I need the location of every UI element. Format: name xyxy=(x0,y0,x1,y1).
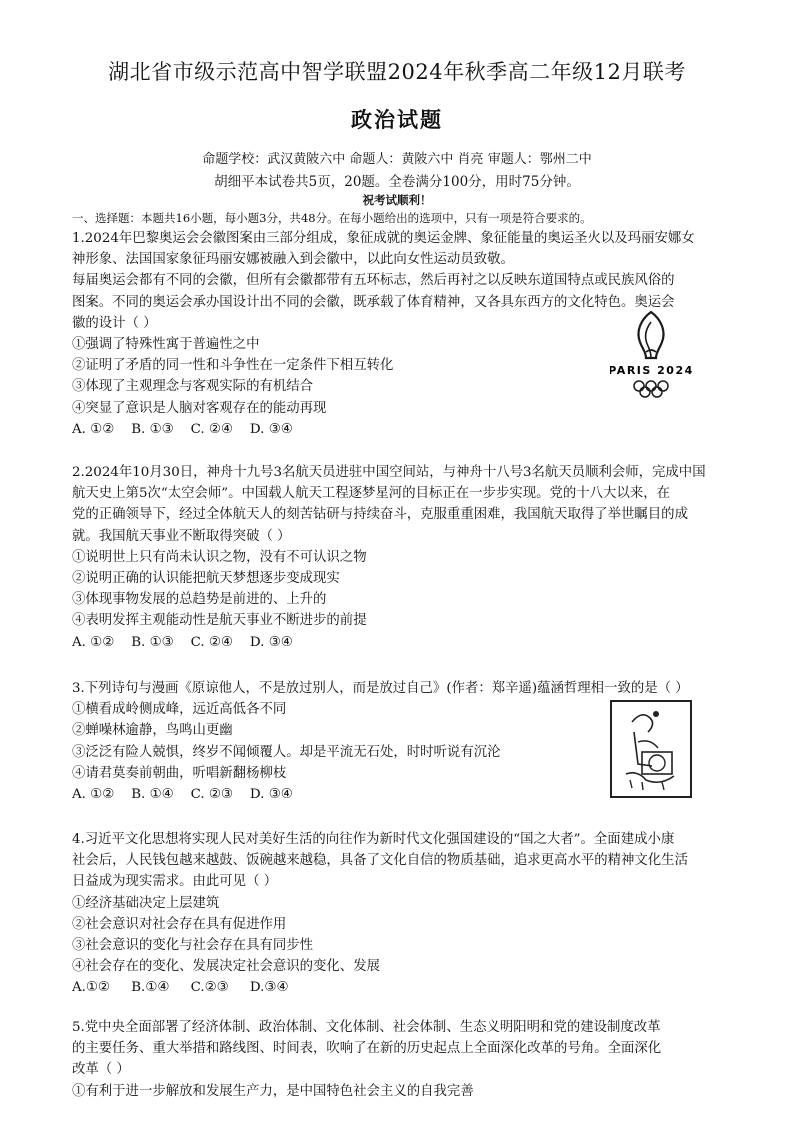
option-item: ①说明世上只有尚未认识之物，没有不可认识之物 xyxy=(72,549,367,565)
option-item: ①强调了特殊性寓于普遍性之中 xyxy=(72,337,260,353)
answer-choices: A.①② B.①④ C.②③ D.③④ xyxy=(72,980,289,996)
question-line: 改革（ ） xyxy=(72,1062,130,1078)
option-item: ④突显了意识是人脑对客观存在的能动再现 xyxy=(72,400,327,416)
question-line: 的主要任务、重大举措和路线图、时间表，吹响了在新的历史起点上全面深化改革的号角。全面深化 xyxy=(72,1041,662,1057)
option-item: ①有利于进一步解放和发展生产力，是中国特色社会主义的自我完善 xyxy=(72,1083,474,1099)
question-line: 社会后，人民钱包越来越鼓、饭碗越来越稳，具备了文化自信的物质基础，追求更高水平的精神文化生活 xyxy=(72,853,688,869)
option-item: ①经济基础决定上层建筑 xyxy=(72,895,220,911)
question-line: 图案。不同的奥运会承办国设计出不同的会徽，既承载了体育精神，又各具东西方的文化特色。奥运会 xyxy=(72,294,675,310)
question-line: 5.党中央全面部署了经济体制、政治体制、文化体制、社会体制、生态义明阳明和党的建设制度改革 xyxy=(72,1020,661,1035)
olympic-emblem-icon xyxy=(610,308,692,404)
option-item: ④社会存在的变化、发展决定社会意识的变化、发展 xyxy=(72,959,380,975)
question-line: 神形象、法国国家象征玛丽安娜被融入到会徽中，以此向女性运动员致敬。 xyxy=(72,252,514,268)
option-item: ③泛泛有险人兢惧，终岁不闻倾覆人。却是平流无石处，时时听说有沉沦 xyxy=(72,744,501,760)
answer-choices: A. ①② B. ①④ C. ②③ D. ③④ xyxy=(72,787,293,803)
option-item: ③体现事物发展的总趋势是前进的、上升的 xyxy=(72,592,327,608)
question-line: 就。我国航天事业不断取得突破（ ） xyxy=(72,528,291,544)
question-line: 日益成为现实需求。由此可见（ ） xyxy=(72,874,278,890)
paris-2024-logo xyxy=(610,308,692,404)
question-line: 3.下列诗句与漫画《原谅他人，不是放过别人，而是放过自己》(作者：郑辛遥)蕴涵哲理相一致的是（ ） xyxy=(72,681,689,696)
option-item: ②说明正确的认识能把航天梦想逐步变成现实 xyxy=(72,571,340,587)
exam-info-line: 胡细平本试卷共5页，20题。全卷满分100分，用时75分钟。 xyxy=(214,174,580,190)
option-item: ①横看成岭侧成峰，远近高低各不同 xyxy=(72,702,287,718)
option-item: ③体现了主观理念与客观实际的有机结合 xyxy=(72,379,314,395)
option-item: ②蝉噪林逾静，鸟鸣山更幽 xyxy=(72,723,233,739)
answer-choices: A. ①② B. ①③ C. ②④ D. ③④ xyxy=(72,421,293,437)
question-line: 1.2024年巴黎奥运会会徽图案由三部分组成，象征成就的奥运金牌、象征能量的奥运圣火以及玛丽安娜女 xyxy=(72,231,695,246)
cartoon-drawing-icon xyxy=(612,702,690,796)
option-item: ④表明发挥主观能动性是航天事业不断进步的前提 xyxy=(72,613,367,629)
question-line: 2.2024年10月30日，神舟十九号3名航天员进驻中国空间站，与神舟十八号3名航天员顺利会师，完成中国 xyxy=(72,465,706,480)
option-item: ④请君莫奏前朝曲，听唱新翻杨柳枝 xyxy=(72,765,287,781)
question-line: 航天史上第5次“太空会师”。中国载人航天工程逐梦星河的目标正在一步步实现。党的十八大以来，在 xyxy=(72,486,671,502)
option-item: ②社会意识对社会存在具有促进作用 xyxy=(72,916,287,932)
cartoon-image xyxy=(610,700,692,798)
question-line: 每届奥运会都有不同的会徽，但所有会徽都带有五环标志，然后再衬之以反映东道国特点或民族风俗的 xyxy=(72,273,675,289)
question-line: 徽的设计（ ） xyxy=(72,315,157,331)
question-5 xyxy=(72,1017,722,1102)
subject-title: 政治试题 xyxy=(351,107,443,132)
good-luck-line: 祝考试顺利！ xyxy=(362,193,432,207)
question-4 xyxy=(72,829,722,999)
question-line: 4.习近平文化思想将实现人民对美好生活的向往作为新时代文化强国建设的“国之大者”。全面建成小康 xyxy=(72,832,675,847)
paris-2024-text: PARIS 2024 xyxy=(610,364,692,377)
option-item: ③社会意识的变化与社会存在具有同步性 xyxy=(72,938,314,954)
option-item: ②证明了矛盾的同一性和斗争性在一定条件下相互转化 xyxy=(72,358,394,374)
author-line: 命题学校：武汉黄陂六中 命题人：黄陂六中 肖亮 审题人：鄂州二中 xyxy=(202,152,592,167)
exam-title: 湖北省市级示范高中智学联盟2024年秋季高二年级12月联考 xyxy=(108,60,686,84)
question-line: 党的正确领导下，经过全体航天人的刻苦钻研与持续奋斗，克服重重困难，我国航天取得了举世瞩目的成 xyxy=(72,507,688,523)
section-heading: 一、选择题：本题共16小题，每小题3分，共48分。在每小题给出的选项中，只有一项是符合要求的。 xyxy=(72,211,592,225)
answer-choices: A. ①② B. ①③ C. ②④ D. ③④ xyxy=(72,634,293,650)
question-2 xyxy=(72,462,722,653)
